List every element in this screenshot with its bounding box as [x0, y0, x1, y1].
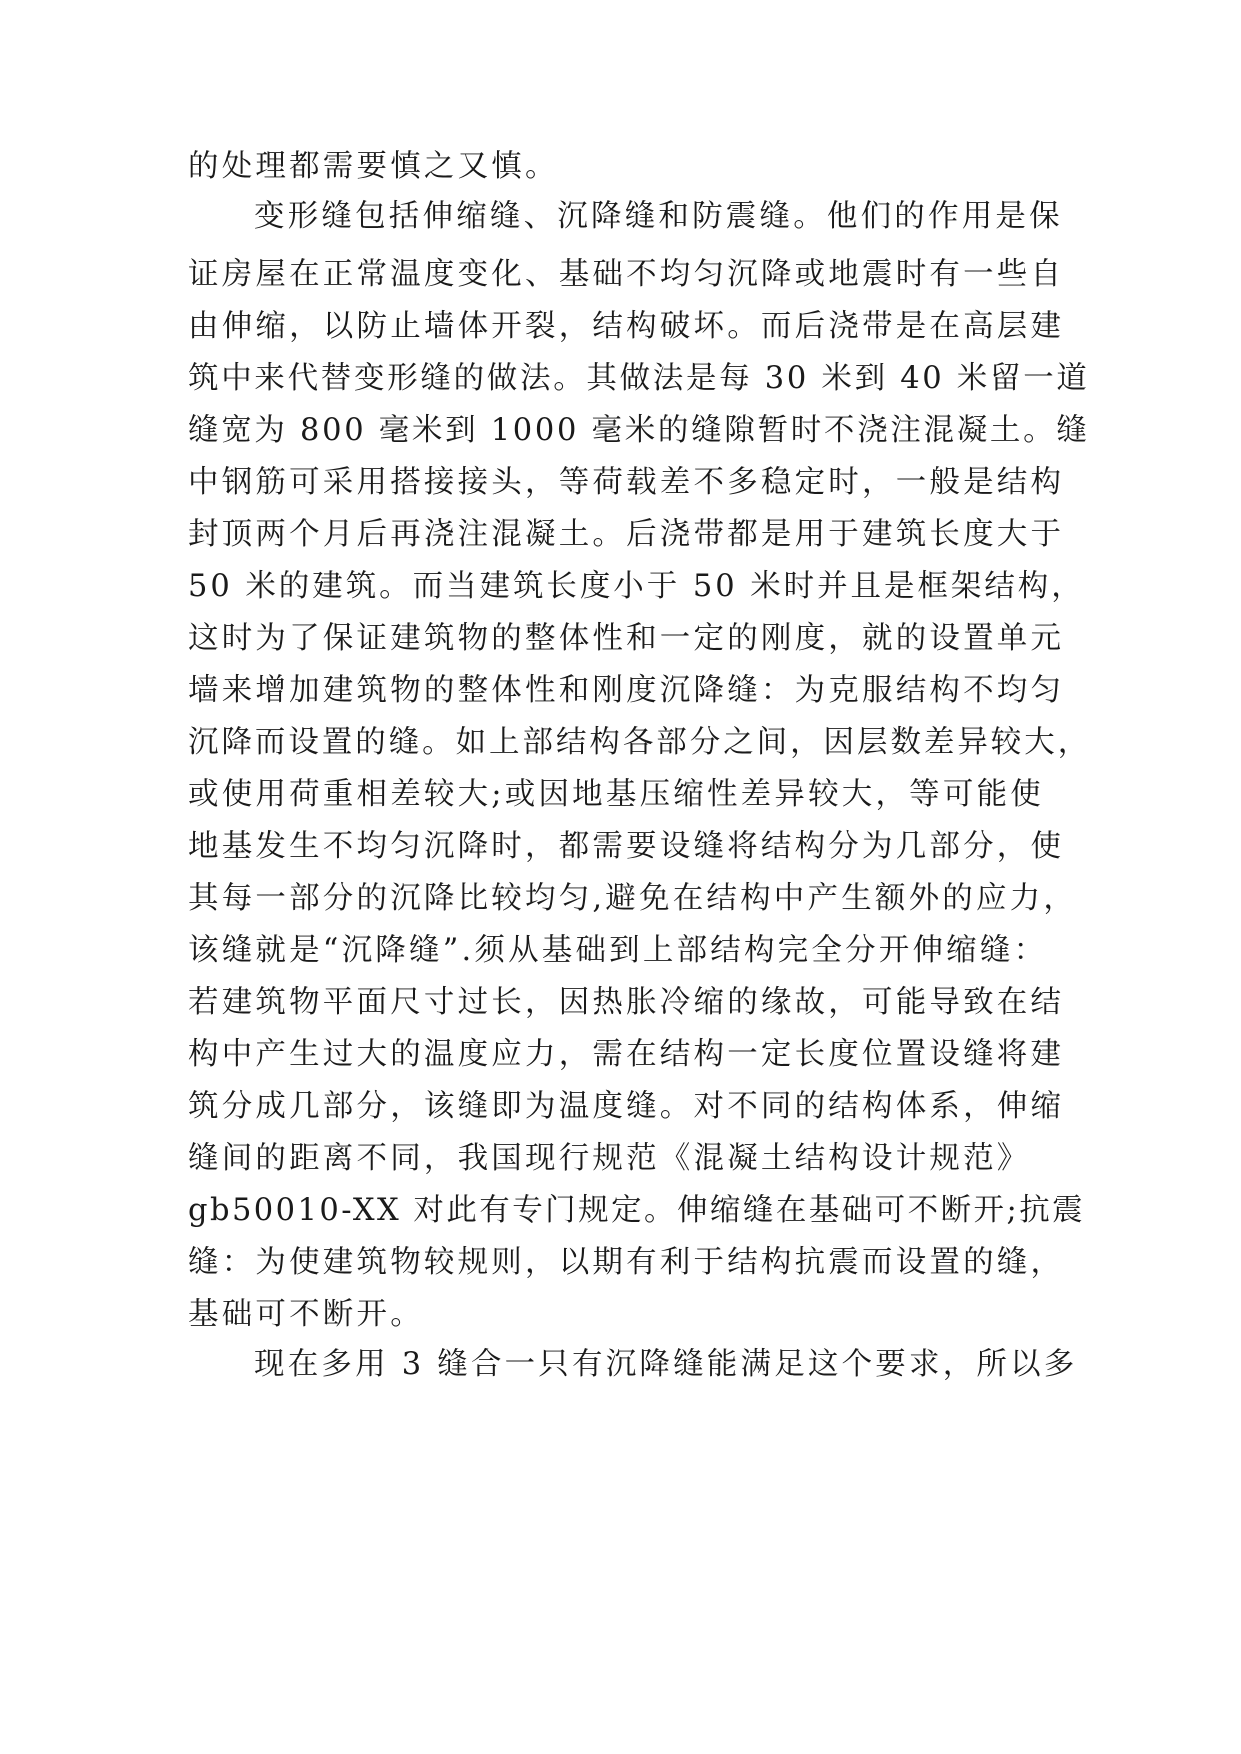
text-line: 由伸缩，以防止墙体开裂，结构破坏。而后浇带是在高层建 [188, 309, 1065, 344]
text-line: 证房屋在正常温度变化、基础不均匀沉降或地震时有一些自 [188, 257, 1065, 292]
text-line: 缝：为使建筑物较规则，以期有利于结构抗震而设置的缝， [188, 1245, 1065, 1280]
text-line: 中钢筋可采用搭接接头，等荷载差不多稳定时，一般是结构 [188, 465, 1065, 500]
paragraph-start-line: 变形缝包括伸缩缝、沉降缝和防震缝。他们的作用是保 [254, 199, 1063, 234]
text-line: 墙来增加建筑物的整体性和刚度沉降缝：为克服结构不均匀 [188, 673, 1065, 708]
text-line: 筑分成几部分，该缝即为温度缝。对不同的结构体系，伸缩 [188, 1089, 1065, 1124]
text-line: 其每一部分的沉降比较均匀,避免在结构中产生额外的应力， [188, 881, 1078, 916]
text-line: 若建筑物平面尺寸过长，因热胀冷缩的缘故，可能导致在结 [188, 985, 1065, 1020]
text-line: 地基发生不均匀沉降时，都需要设缝将结构分为几部分，使 [188, 829, 1065, 864]
text-line: 这时为了保证建筑物的整体性和一定的刚度，就的设置单元 [188, 621, 1065, 656]
paragraph-start-line: 现在多用 3 缝合一只有沉降缝能满足这个要求，所以多 [254, 1347, 1078, 1382]
text-line: 基础可不断开。 [188, 1297, 424, 1332]
text-line: 筑中来代替变形缝的做法。其做法是每 30 米到 40 米留一道 [188, 361, 1090, 396]
text-line: 的处理都需要慎之又慎。 [188, 149, 559, 184]
text-line: gb50010-XX 对此有专门规定。伸缩缝在基础可不断开;抗震 [188, 1193, 1086, 1228]
text-line: 或使用荷重相差较大;或因地基压缩性差异较大，等可能使 [188, 777, 1044, 812]
text-line: 该缝就是“沉降缝”.须从基础到上部结构完全分开伸缩缝： [188, 933, 1048, 968]
text-line: 封顶两个月后再浇注混凝土。后浇带都是用于建筑长度大于 [188, 517, 1065, 552]
text-line: 缝宽为 800 毫米到 1000 毫米的缝隙暂时不浇注混凝土。缝 [188, 413, 1090, 448]
text-line: 构中产生过大的温度应力，需在结构一定长度位置设缝将建 [188, 1037, 1065, 1072]
text-line: 沉降而设置的缝。如上部结构各部分之间，因层数差异较大， [188, 725, 1092, 760]
text-line: 50 米的建筑。而当建筑长度小于 50 米时并且是框架结构， [188, 569, 1085, 604]
text-line: 缝间的距离不同，我国现行规范《混凝土结构设计规范》 [188, 1141, 1031, 1176]
